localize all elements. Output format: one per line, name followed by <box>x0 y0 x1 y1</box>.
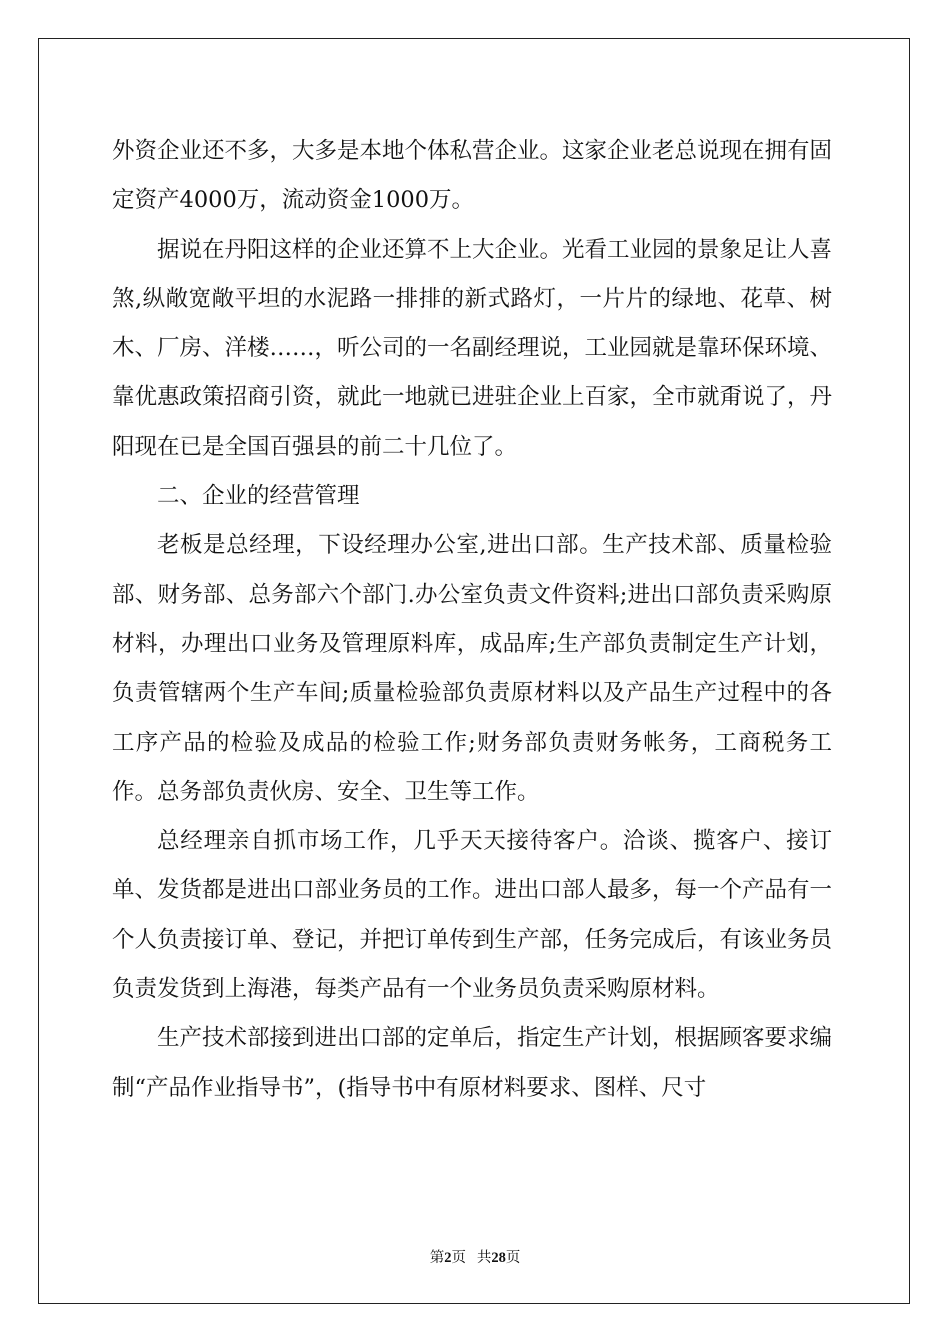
page-suffix: 页 <box>451 1250 466 1266</box>
paragraph-2: 据说在丹阳这样的企业还算不上大企业。光看工业园的景象足让人喜煞,纵敞宽敞平坦的水泥路一排排的新式路灯，一片片的绿地、花草、树木、厂房、洋楼……，听公司的一名副经理说，工业园就是靠环保环境、靠优惠政策招商引资，就此一地就已进驻企业上百家，全市就甭说了，丹阳现在已是全国百强县的前二十几位了。 <box>112 236 833 460</box>
section-heading: 二、企业的经营管理 <box>157 483 360 510</box>
paragraph-5: 生产技术部接到进出口部的定单后，指定生产计划，根据顾客要求编制“产品作业指导书”，(指导书中有原材料要求、图样、尺寸 <box>112 1025 833 1101</box>
paragraph-4: 总经理亲自抓市场工作，几乎天天接待客户。洽谈、揽客户、接订单、发货都是进出口部业务员的工作。进出口部人最多，每一个产品有一个人负责接订单、登记，并把订单传到生产部，任务完成后，有该业务员负责发货到上海港，每类产品有一个业务员负责采购原材料。 <box>112 828 833 1003</box>
page-number: 2 <box>444 1250 452 1266</box>
total-suffix: 页 <box>505 1250 521 1266</box>
document-body <box>112 127 832 1113</box>
page-prefix: 第 <box>429 1250 445 1266</box>
page-footer <box>0 1246 950 1267</box>
paragraph-3: 老板是总经理，下设经理办公室,进出口部。生产技术部、质量检验部、财务部、总务部六个部门.办公室负责文件资料;进出口部负责采购原材料，办理出口业务及管理原料库，成品库;生产部负责制定生产计划，负责管辖两个生产车间;质量检验部负责原材料以及产品生产过程中的各工序产品的检验及成品的检验工作;财务部负责财务帐务，工商税务工作。总务部负责伙房、安全、卫生等工作。 <box>112 532 832 805</box>
paragraph-1: 外资企业还不多，大多是本地个体私营企业。这家企业老总说现在拥有固定资产4000万，流动资金1000万。 <box>112 138 833 214</box>
total-pages: 28 <box>491 1250 506 1266</box>
total-prefix: 共 <box>476 1250 492 1266</box>
